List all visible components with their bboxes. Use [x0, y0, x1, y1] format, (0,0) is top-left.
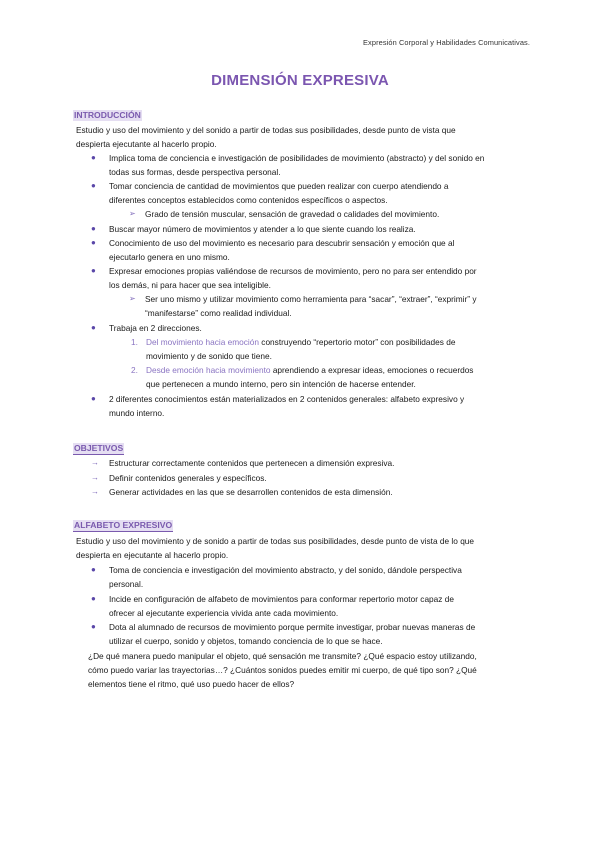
list-item: mundo interno.: [109, 408, 165, 418]
paragraph-line: Estudio y uso del movimiento y de sonido a partir de todas sus posibilidades, desde punto de vista de lo que: [76, 536, 475, 546]
list-item: utilizar el cuerpo, sonido y objetos, tomando conciencia de lo que se hace.: [109, 636, 383, 646]
list-item: todas sus formas, desde perspectiva personal.: [109, 167, 281, 177]
arrow-right-icon: →: [91, 473, 99, 482]
numbered-item: [146, 335, 455, 349]
numbered-item-text: construyendo “repertorio motor” con posibilidades de: [258, 337, 456, 347]
list-item: Dota al alumnado de recursos de movimiento porque permite investigar, probar nuevas maneras de: [109, 622, 476, 632]
bullet-icon: ●: [91, 266, 96, 275]
bullet-icon: ●: [91, 594, 96, 603]
list-item: Implica toma de conciencia e investigación de posibilidades de movimiento (abstracto) y del sonido en: [109, 153, 485, 163]
bullet-icon: ●: [91, 394, 96, 403]
sub-list-item: Ser uno mismo y utilizar movimiento como herramienta para “sacar”, “extraer”, “exprimir” y: [145, 294, 477, 304]
arrow-bullet-icon: ➢: [129, 294, 136, 303]
arrow-bullet-icon: ➢: [129, 209, 136, 218]
list-item: personal.: [109, 579, 144, 589]
arrow-right-icon: →: [91, 487, 99, 496]
paragraph-line: Estudio y uso del movimiento y del sonido a partir de todas sus posibilidades, desde punto de vista que: [76, 125, 456, 135]
section-heading-introduccion: INTRODUCCIÓN: [74, 110, 141, 120]
highlight-text: Desde emoción hacia movimiento: [146, 365, 271, 375]
sub-list-item: Grado de tensión muscular, sensación de gravedad o calidades del movimiento.: [145, 209, 440, 219]
list-item: ofrecer al ejecutante experiencia vivida ante cada movimiento.: [109, 608, 339, 618]
question-line: cómo puedo variar las trayectorias…? ¿Cuántos sonidos puedes emitir mi cuerpo, de qué tipo son? ¿Qué: [88, 665, 477, 675]
list-item: Incide en configuración de alfabeto de movimientos para conformar repertorio motor capaz de: [109, 594, 454, 604]
page-header: Expresión Corporal y Habilidades Comunicativas.: [363, 38, 530, 47]
objective-item: Definir contenidos generales y específicos.: [109, 473, 267, 483]
list-item: Trabaja en 2 direcciones.: [109, 323, 202, 333]
list-item: ejecutarlo genera en uno mismo.: [109, 252, 230, 262]
numbered-item: [146, 363, 473, 377]
list-item: Toma de conciencia e investigación del movimiento abstracto, y del sonido, dándole perspectiva: [109, 565, 462, 575]
objective-item: Generar actividades en las que se desarrollen contenidos de esta dimensión.: [109, 487, 393, 497]
highlight-text: Del movimiento hacia emoción: [146, 337, 259, 347]
bullet-icon: ●: [91, 153, 96, 162]
list-item: 2 diferentes conocimientos están materializados en 2 contenidos generales: alfabeto expresivo y: [109, 394, 465, 404]
bullet-icon: ●: [91, 224, 96, 233]
list-item: Conocimiento de uso del movimiento es necesario para descubrir sensación y emoción que al: [109, 238, 455, 248]
numbered-item: movimiento y de sonido que tiene.: [146, 351, 272, 361]
list-item: diferentes conceptos establecidos como contenidos específicos o aspectos.: [109, 195, 388, 205]
arrow-right-icon: →: [91, 458, 99, 467]
question-line: ¿De qué manera puedo manipular el objeto, qué sensación me transmite? ¿Qué espacio estoy utilizando,: [88, 651, 477, 661]
bullet-icon: ●: [91, 565, 96, 574]
bullet-icon: ●: [91, 622, 96, 631]
paragraph-line: despierta ejecutante al hacerlo propio.: [76, 139, 217, 149]
section-heading-alfabeto: ALFABETO EXPRESIVO: [74, 520, 173, 530]
bullet-icon: ●: [91, 238, 96, 247]
section-heading-objetivos: OBJETIVOS: [74, 443, 124, 453]
bullet-icon: ●: [91, 181, 96, 190]
paragraph-line: despierta en ejecutante al hacerlo propio.: [76, 550, 229, 560]
sub-list-item: “manifestarse” como realidad individual.: [145, 308, 292, 318]
list-number: 1.: [131, 337, 138, 347]
objective-item: Estructurar correctamente contenidos que pertenecen a dimensión expresiva.: [109, 458, 395, 468]
page-title: DIMENSIÓN EXPRESIVA: [211, 72, 389, 89]
list-item: Expresar emociones propias valiéndose de recursos de movimiento, pero no para ser entendido por: [109, 266, 477, 276]
numbered-item-text: aprendiendo a expresar ideas, emociones o recuerdos: [270, 365, 474, 375]
list-item: Tomar conciencia de cantidad de movimientos que pueden realizar con cuerpo atendiendo a: [109, 181, 449, 191]
list-item: los demás, ni para hacer que sea inteligible.: [109, 280, 271, 290]
list-number: 2.: [131, 365, 138, 375]
bullet-icon: ●: [91, 323, 96, 332]
list-item: Buscar mayor número de movimientos y atender a lo que siente cuando los realiza.: [109, 224, 416, 234]
numbered-item: que pertenecen a mundo interno, pero sin intención de hacerse entender.: [146, 379, 416, 389]
question-line: elementos tiene el ritmo, qué uso puedo hacer de ellos?: [88, 679, 295, 689]
